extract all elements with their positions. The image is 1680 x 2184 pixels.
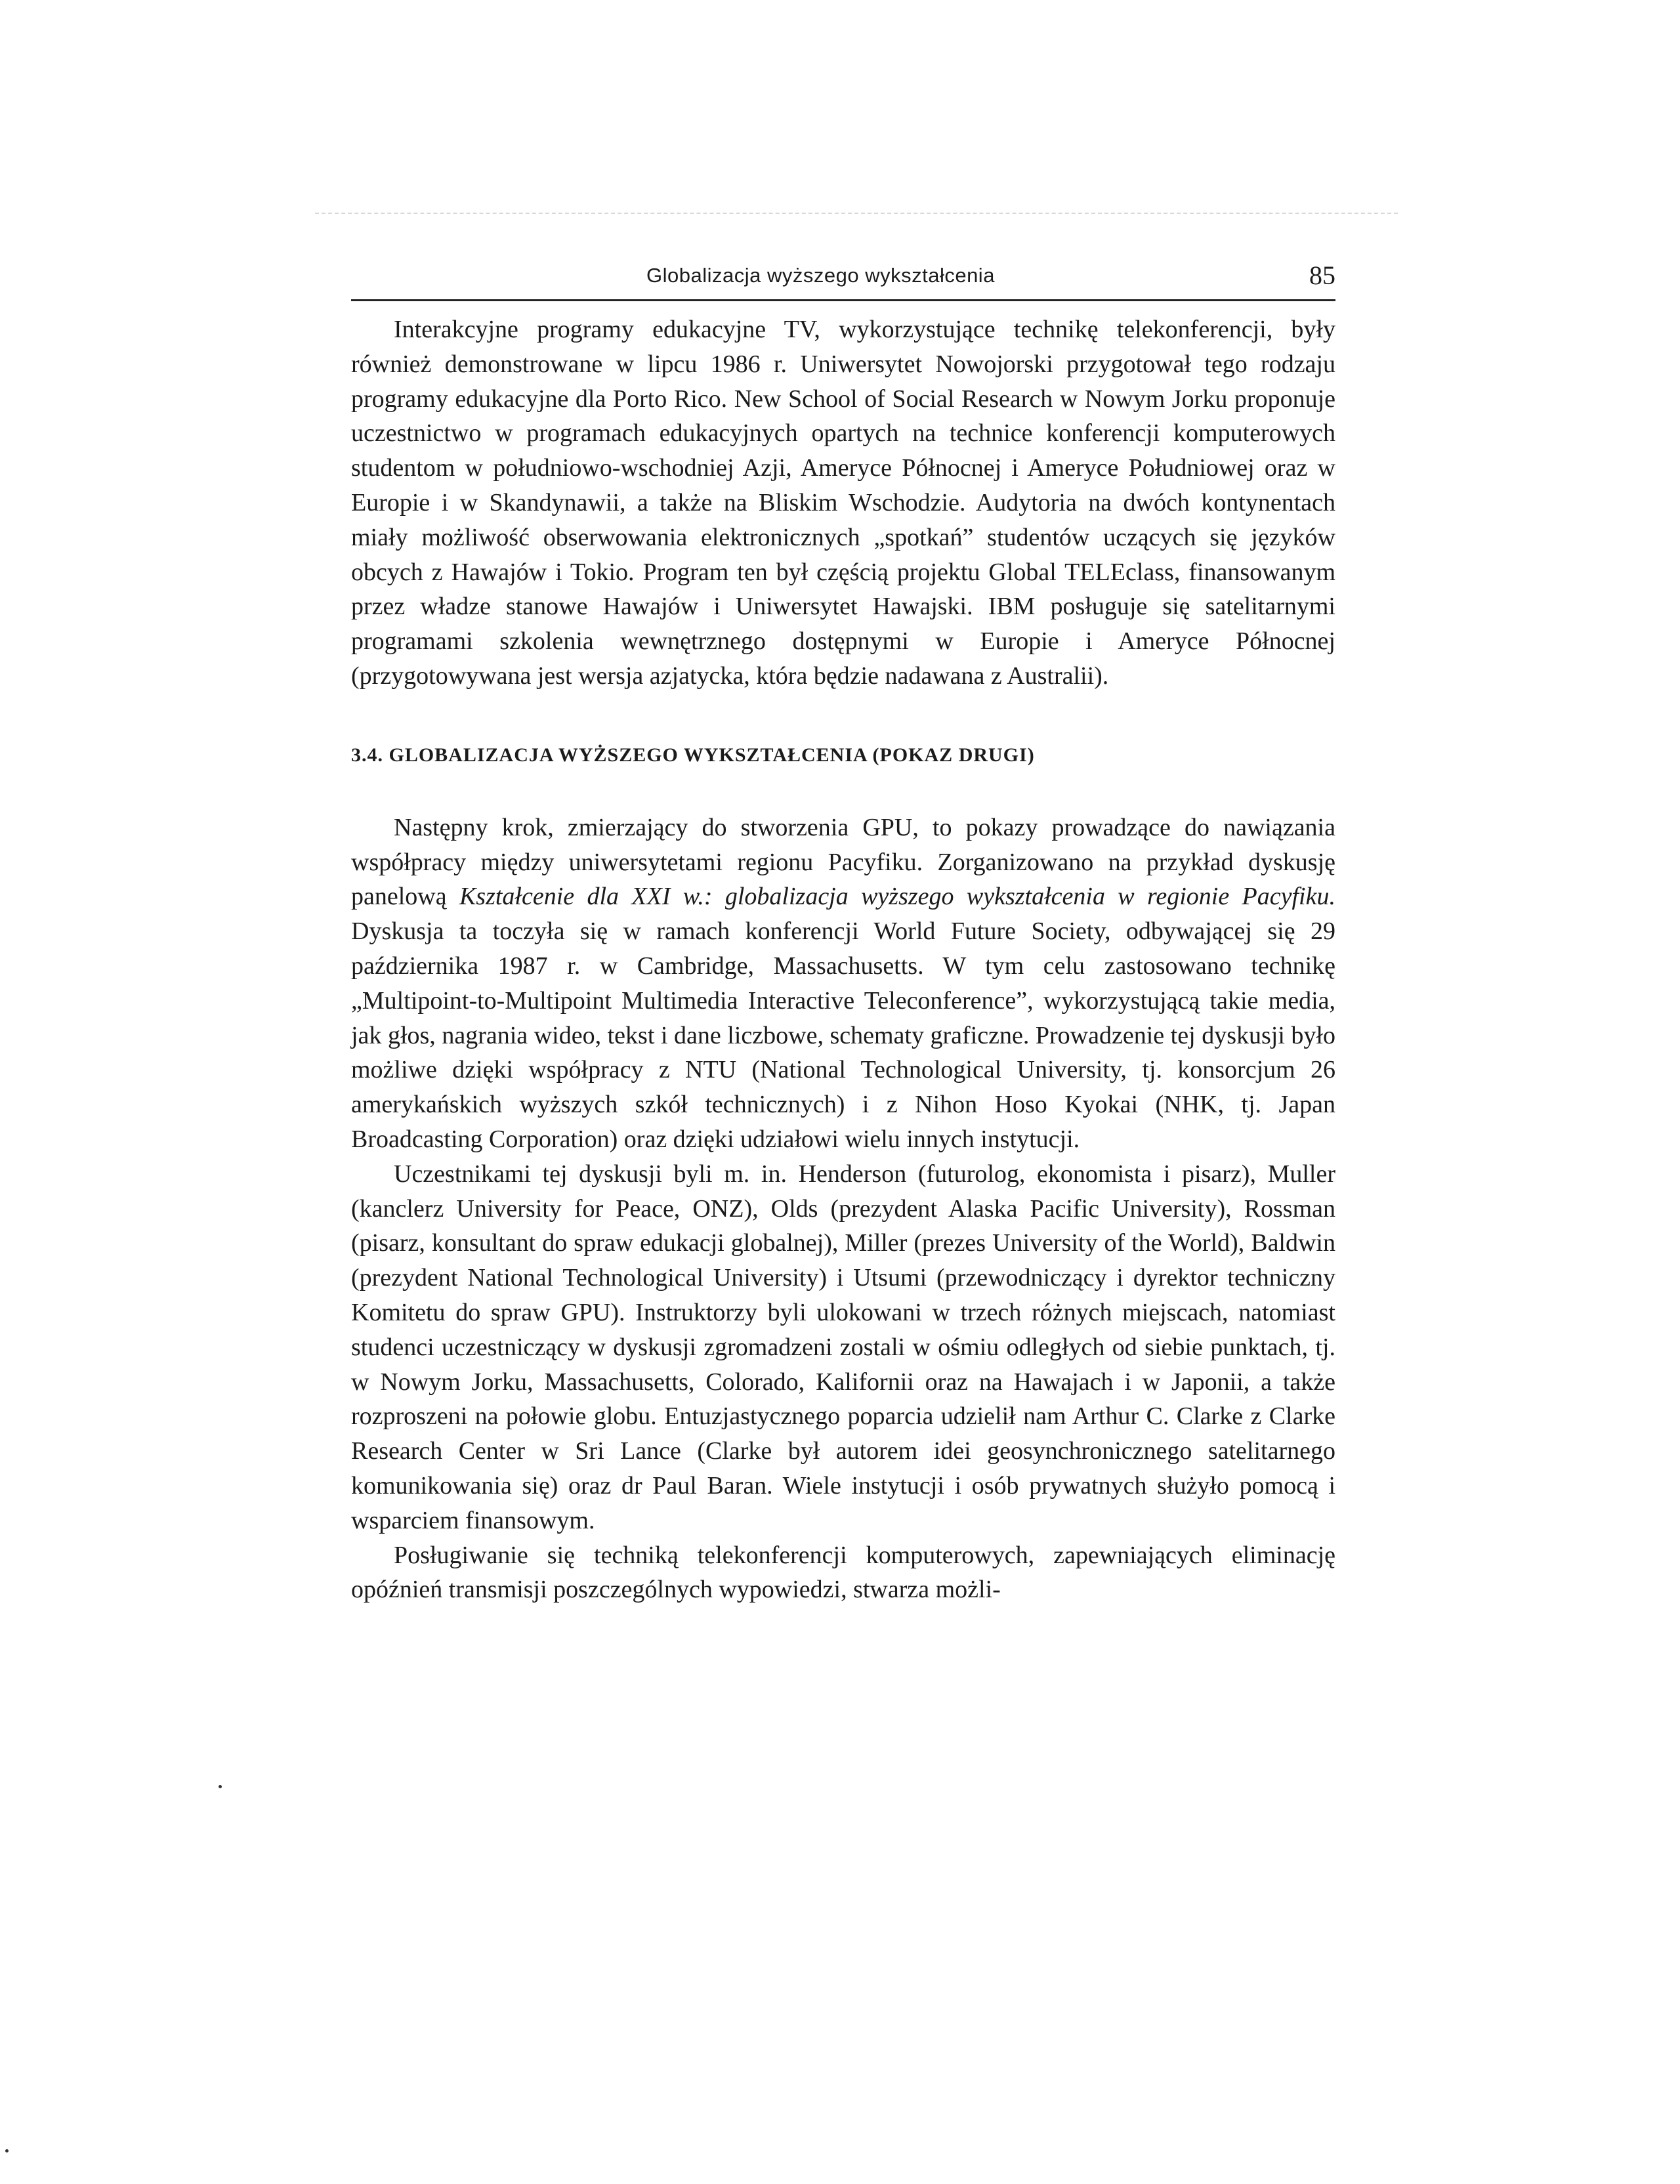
paragraph-4: Posługiwanie się techniką telekonferencji komputerowych, zapewniających eliminację opóźnień transmisji poszczególnych wypowiedzi, stwarza możli- bbox=[351, 1541, 1335, 1604]
paragraph-1: Interakcyjne programy edukacyjne TV, wykorzystujące technikę telekonferencji, były również demonstrowane w lipcu 1986 r. Uniwersytet Nowojorski przygotował tego rodzaju programy edukacyjne dla Porto Rico. New School of Social Research w Nowym Jorku proponuje uczestnictwo w programach edukacyjnych opartych na technice konferencji komputerowych studentom w południowo-wschodniej Azji, Ameryce Północnej i Ameryce Południowej oraz w Europie i w Skandynawii, a także na Bliskim Wschodzie. Audytoria na dwóch kontynentach miały możliwość obserwowania elektronicznych „spotkań” studentów uczących się języków obcych z Hawajów i Tokio. Program ten był częścią projektu Global TELEclass, finansowanym przez władze stanowe Hawajów i Uniwersytet Hawajski. IBM posługuje się satelitarnymi programami szkolenia wewnętrznego dostępnymi w Europie i Ameryce Północnej (przygotowywana jest wersja azjatycka, która będzie nadawana z Australii). bbox=[351, 316, 1335, 690]
paragraph-2-text-b: Dyskusja ta toczyła się w ramach konferencji World Future Society, odbywającej się 29 października 1987 r. w Cambridge, Massachusetts. W tym celu zastosowano technikę „Multipoint-to-Multipoint Multimedia Interactive Teleconference”, wykorzystującą takie media, jak głos, nagrania wideo, tekst i dane liczbowe, schematy graficzne. Prowadzenie tej dyskusji było możliwe dzięki współpracy z NTU (National Technological University, tj. konsorcjum 26 amerykańskich wyższych szkół technicznych) i z Nihon Hoso Kyokai (NHK, tj. Japan Broadcasting Corporation) oraz dzięki udziałowi wielu innych instytucji. bbox=[351, 917, 1335, 1153]
running-header bbox=[351, 262, 1335, 301]
paragraph-2-italic-title: Kształcenie dla XXI w.: globalizacja wyższego wykształcenia w regionie Pacyfiku. bbox=[459, 883, 1335, 911]
page-number: 85 bbox=[1309, 261, 1335, 290]
paragraph-3: Uczestnikami tej dyskusji byli m. in. Henderson (futurolog, ekonomista i pisarz), Muller (kanclerz University for Peace, ONZ), Olds (prezydent Alaska Pacific University), Rossman (pisarz, konsultant do spraw edukacji globalnej), Miller (prezes University of the World), Baldwin (prezydent National Technological University) i Utsumi (przewodniczący i dyrektor techniczny Komitetu do spraw GPU). Instruktorzy byli ulokowani w trzech różnych miejscach, natomiast studenci uczestniczący w dyskusji zgromadzeni zostali w ośmiu odległych od siebie punktach, tj. w Nowym Jorku, Massachusetts, Colorado, Kalifornii oraz na Hawajach i w Japonii, a także rozproszeni na połowie globu. Entuzjastycznego poparcia udzielił nam Arthur C. Clarke z Clarke Research Center w Sri Lance (Clarke był autorem idei geosynchronicznego satelitarnego komunikowania się) oraz dr Paul Baran. Wiele instytucji i osób prywatnych służyło pomocą i wsparciem finansowym. bbox=[351, 1160, 1335, 1534]
section-heading: 3.4. GLOBALIZACJA WYŻSZEGO WYKSZTAŁCENIA (POKAZ DRUGI) bbox=[351, 744, 1035, 766]
body-text bbox=[351, 312, 1335, 1607]
scan-speck bbox=[5, 2149, 9, 2152]
running-title: Globalizacja wyższego wykształcenia bbox=[646, 264, 995, 287]
scan-speck bbox=[219, 1785, 222, 1788]
paragraph-2 bbox=[351, 810, 1335, 1157]
scan-artifact-line bbox=[315, 213, 1398, 214]
paragraph-2-text-a: Następny krok, zmierzający do stworzenia GPU, to pokazy prowadzące do nawiązania współpracy między uniwersytetami regionu Pacyfiku. Zorganizowano na przykład dyskusję panelową bbox=[351, 813, 1335, 911]
